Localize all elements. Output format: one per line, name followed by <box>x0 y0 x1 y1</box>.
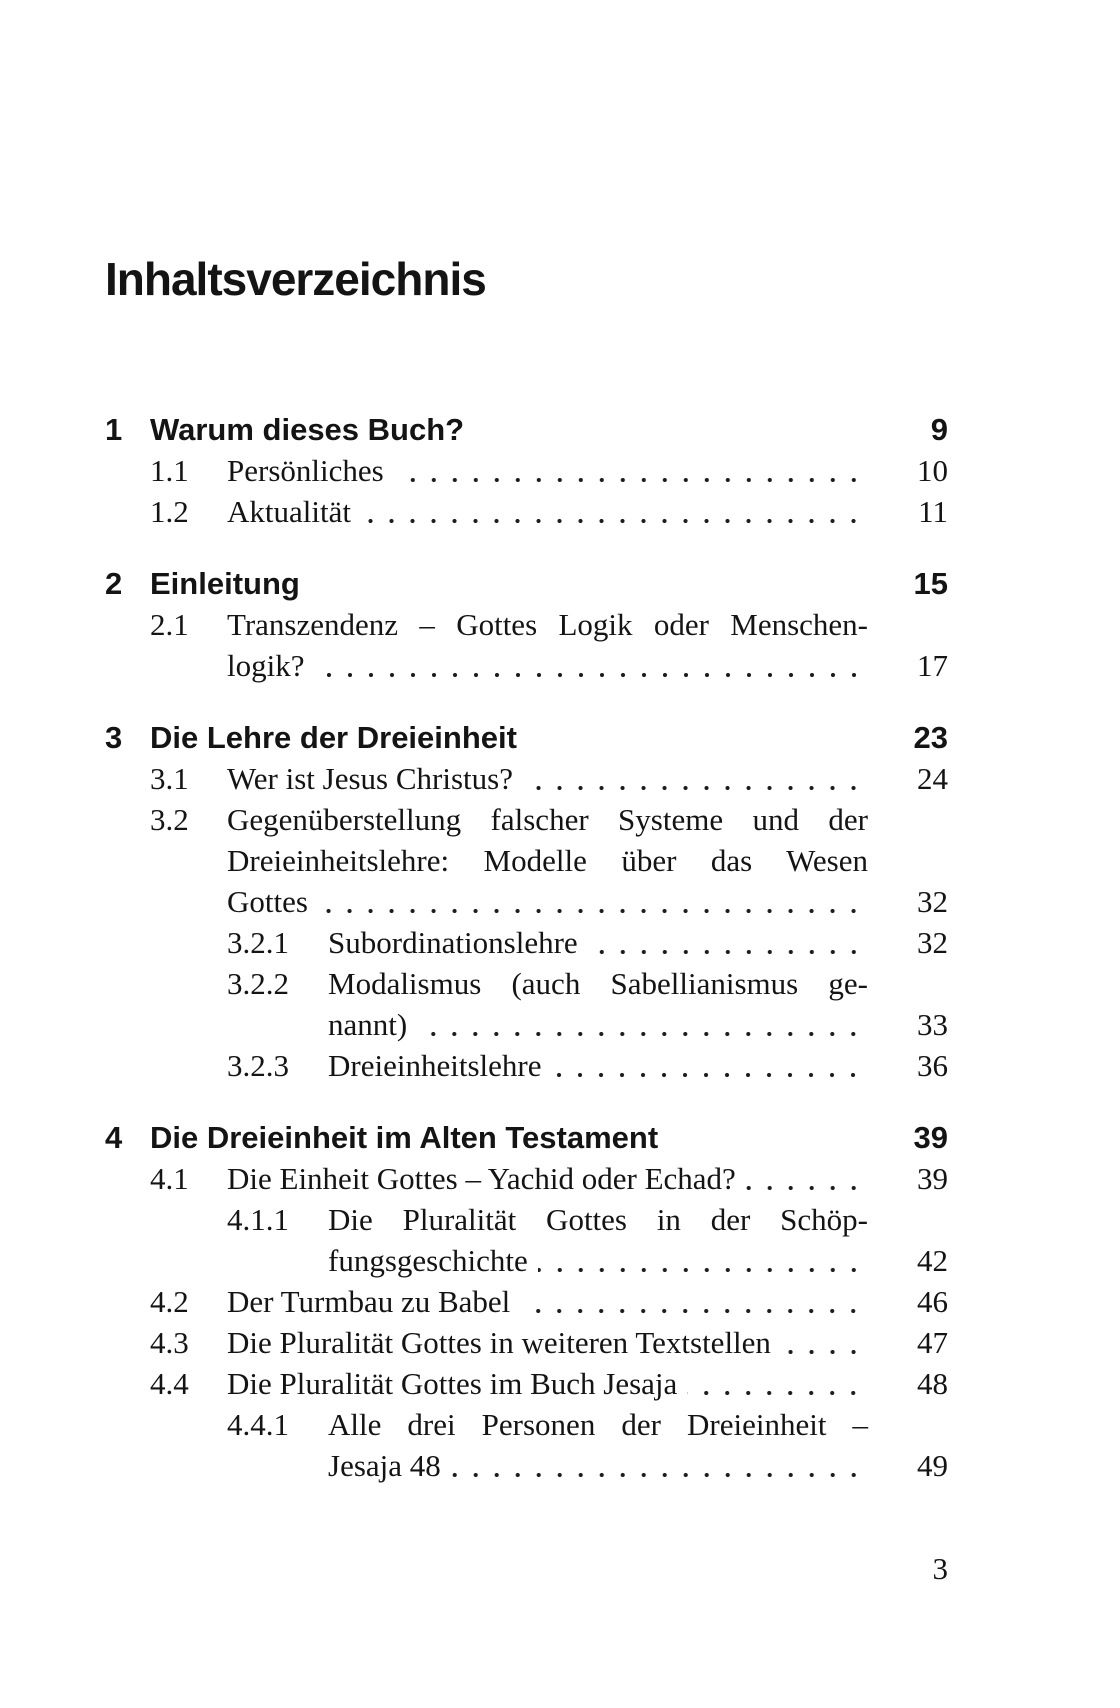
entry-number: 4 <box>105 1120 123 1155</box>
entry-title-line <box>227 645 868 686</box>
entry-title <box>328 1199 868 1281</box>
toc-entry-2[interactable] <box>105 563 948 604</box>
entry-number: 3 <box>105 720 123 755</box>
entry-title-line <box>328 1240 868 1281</box>
dot-leader <box>318 881 866 922</box>
entry-page-number: 17 <box>917 648 948 683</box>
entry-number: 4.1.1 <box>227 1202 289 1237</box>
entry-title-line <box>227 1281 868 1322</box>
page-title: Inhaltsverzeichnis <box>105 253 486 305</box>
toc-entry-1.1[interactable] <box>105 450 948 491</box>
entry-page-number: 23 <box>913 720 948 755</box>
entry-title-line: Alle drei Personen der Dreieinheit – <box>328 1407 868 1442</box>
entry-title-text: Wer ist Jesus Christus? <box>227 761 513 796</box>
entry-title-line <box>227 881 868 922</box>
toc-entry-4.1.1[interactable] <box>105 1199 948 1281</box>
footer-page-number: 3 <box>932 1551 948 1586</box>
entry-number: 4.4.1 <box>227 1407 289 1442</box>
toc-entry-3.2.1[interactable] <box>105 922 948 963</box>
entry-title <box>227 491 868 532</box>
entry-title-line: Dreieinheitslehre: Modelle über das Wesen <box>227 843 868 878</box>
entry-number: 4.3 <box>150 1325 189 1360</box>
entry-title-text: Die Einheit Gottes – Yachid oder Echad? <box>227 1161 736 1196</box>
entry-title <box>227 604 868 686</box>
entry-title-line <box>227 1363 868 1404</box>
entry-title-text: Die Lehre der Dreieinheit <box>150 720 517 755</box>
entry-title <box>227 1322 868 1363</box>
entry-title <box>150 1117 868 1158</box>
entry-title-text: Dreieinheitslehre <box>328 1048 542 1083</box>
entry-title-line <box>227 1322 868 1363</box>
toc-entry-4[interactable] <box>105 1117 948 1158</box>
entry-page-number: 49 <box>917 1448 948 1483</box>
entry-title-line <box>227 491 868 532</box>
entry-title <box>328 1045 868 1086</box>
dot-leader <box>520 1281 866 1322</box>
entry-number: 3.2.2 <box>227 966 289 1001</box>
entry-title-line: Gegenüberstellung falscher Systeme und der <box>227 802 868 837</box>
entry-title <box>227 1158 868 1199</box>
entry-title <box>227 799 868 922</box>
entry-title-line <box>328 922 868 963</box>
toc-list <box>105 378 948 1486</box>
dot-leader <box>394 450 866 491</box>
entry-title-line: Modalismus (auch Sabellianismus ge- <box>328 966 868 1001</box>
entry-title-line <box>150 409 868 450</box>
entry-title-text: fungsgeschichte <box>328 1243 528 1278</box>
dot-leader <box>588 922 866 963</box>
entry-title <box>227 450 868 491</box>
toc-entry-1[interactable] <box>105 409 948 450</box>
dot-leader <box>687 1363 866 1404</box>
entry-number: 1.2 <box>150 494 189 529</box>
entry-page-number: 32 <box>917 925 948 960</box>
entry-title <box>328 963 868 1045</box>
entry-title-text: Subordinationslehre <box>328 925 578 960</box>
entry-page-number: 47 <box>917 1325 948 1360</box>
entry-page-number: 32 <box>917 884 948 919</box>
entry-title-line <box>227 450 868 491</box>
entry-number: 1.1 <box>150 453 189 488</box>
entry-number: 1 <box>105 412 123 447</box>
entry-number: 3.1 <box>150 761 189 796</box>
entry-page-number: 10 <box>917 453 948 488</box>
toc-entry-3.1[interactable] <box>105 758 948 799</box>
entry-title-text: Die Pluralität Gottes im Buch Jesaja <box>227 1366 678 1401</box>
entry-page-number: 15 <box>913 566 948 601</box>
entry-title-line <box>227 1158 868 1199</box>
entry-title-line <box>328 1004 868 1045</box>
toc-entry-1.2[interactable] <box>105 491 948 532</box>
entry-number: 3.2 <box>150 802 189 837</box>
entry-title-text: Der Turmbau zu Babel <box>227 1284 511 1319</box>
entry-number: 4.2 <box>150 1284 189 1319</box>
toc-entry-3[interactable] <box>105 717 948 758</box>
entry-title-text: Die Dreieinheit im Alten Testament <box>150 1120 659 1155</box>
entry-title <box>150 717 868 758</box>
entry-title-line <box>328 1045 868 1086</box>
entry-title <box>150 409 868 450</box>
entry-page-number: 42 <box>917 1243 948 1278</box>
entry-page-number: 48 <box>917 1366 948 1401</box>
dot-leader <box>538 1240 866 1281</box>
entry-title-line: Transzendenz – Gottes Logik oder Menschen- <box>227 607 868 642</box>
toc-entry-4.1[interactable] <box>105 1158 948 1199</box>
entry-title-text: Persönliches <box>227 453 384 488</box>
toc-entry-2.1[interactable] <box>105 604 948 686</box>
entry-number: 2 <box>105 566 123 601</box>
entry-page-number: 46 <box>917 1284 948 1319</box>
entry-title <box>150 563 868 604</box>
entry-title-line <box>150 563 868 604</box>
entry-page-number: 24 <box>917 761 948 796</box>
entry-title-text: Jesaja 48 <box>328 1448 441 1483</box>
entry-title <box>227 758 868 799</box>
dot-leader <box>551 1045 866 1086</box>
entry-number: 3.2.1 <box>227 925 289 960</box>
toc-entry-3.2[interactable] <box>105 799 948 922</box>
entry-title <box>227 1363 868 1404</box>
entry-number: 2.1 <box>150 607 189 642</box>
entry-title-text: Die Pluralität Gottes in weiteren Textstellen <box>227 1325 771 1360</box>
entry-page-number: 36 <box>917 1048 948 1083</box>
entry-title-text: Einleitung <box>150 566 300 601</box>
dot-leader <box>451 1445 866 1486</box>
toc-entry-4.4[interactable] <box>105 1363 948 1404</box>
entry-page-number: 39 <box>917 1161 948 1196</box>
entry-number: 4.1 <box>150 1161 189 1196</box>
entry-page-number: 39 <box>913 1120 948 1155</box>
entry-title-line <box>150 717 868 758</box>
entry-page-number: 33 <box>917 1007 948 1042</box>
dot-leader <box>523 758 866 799</box>
entry-title-line: Die Pluralität Gottes in der Schöp- <box>328 1202 868 1237</box>
entry-title <box>328 1404 868 1486</box>
entry-title-line <box>328 1445 868 1486</box>
dot-leader <box>417 1004 866 1045</box>
entry-title-text: nannt) <box>328 1007 408 1042</box>
toc-entry-4.4.1[interactable] <box>105 1404 948 1486</box>
entry-title-text: Warum dieses Buch? <box>150 412 465 447</box>
dot-leader <box>746 1158 866 1199</box>
dot-leader <box>315 645 867 686</box>
entry-title-line <box>150 1117 868 1158</box>
entry-title-text: logik? <box>227 648 305 683</box>
entry-title <box>227 1281 868 1322</box>
entry-number: 3.2.3 <box>227 1048 289 1083</box>
toc-entry-4.2[interactable] <box>105 1281 948 1322</box>
toc-entry-4.3[interactable] <box>105 1322 948 1363</box>
dot-leader <box>361 491 866 532</box>
entry-title-text: Aktualität <box>227 494 351 529</box>
entry-page-number: 11 <box>918 494 948 529</box>
entry-number: 4.4 <box>150 1366 189 1401</box>
toc-entry-3.2.2[interactable] <box>105 963 948 1045</box>
toc-entry-3.2.3[interactable] <box>105 1045 948 1086</box>
entry-page-number: 9 <box>930 412 948 447</box>
dot-leader <box>781 1322 866 1363</box>
entry-title-line <box>227 758 868 799</box>
entry-title-text: Gottes <box>227 884 308 919</box>
entry-title <box>328 922 868 963</box>
